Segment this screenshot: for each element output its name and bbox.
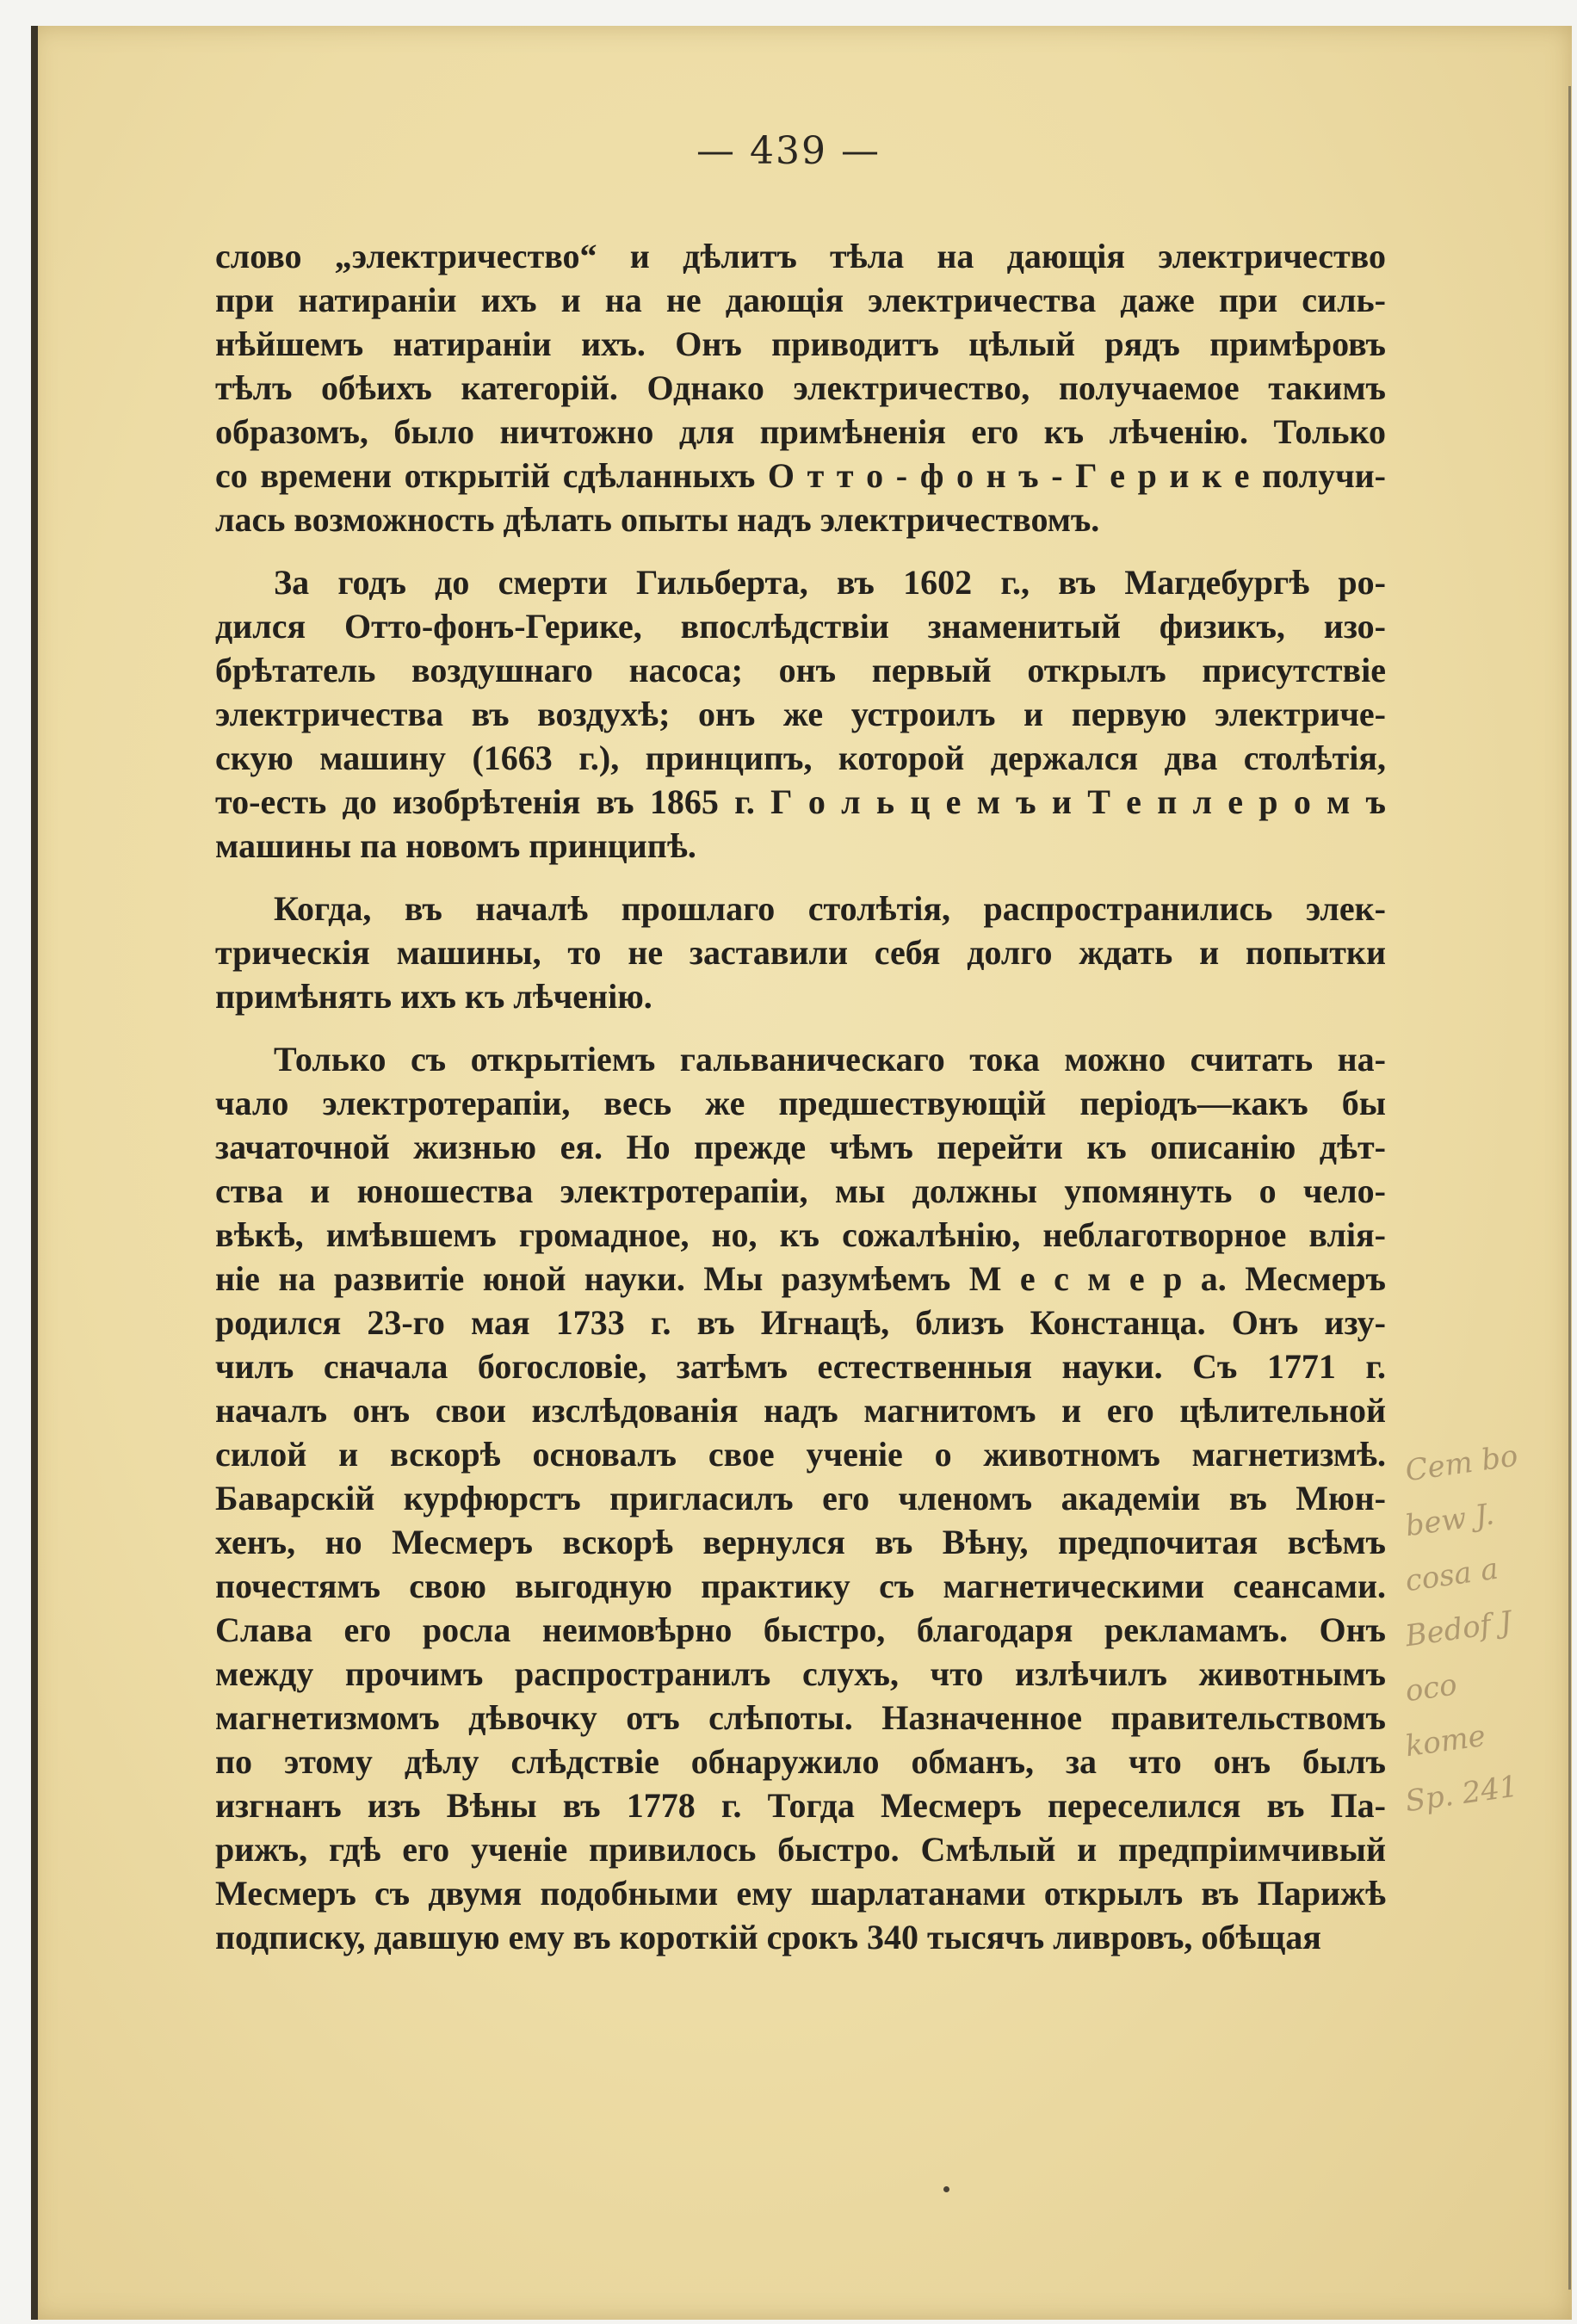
paragraph [215,1037,1386,1959]
text-line: ства и юношества электротерапіи, мы должны упомянуть о чело- [215,1171,1386,1210]
text-line: Только съ открытіемъ гальваническаго тока можно считать на- [274,1040,1386,1079]
text-line: при натираніи ихъ и на не дающія электричества даже при силь- [215,281,1386,319]
paragraph [215,234,1386,541]
text-line: Месмеръ съ двумя подобными ему шарлатанами открылъ въ Парижѣ [215,1874,1386,1913]
page-number: — 439 — [696,129,881,173]
ink-dot [943,2186,949,2192]
margin-note-line: Bedof J [1403,1604,1514,1654]
text-line: скую машину (1663 г.), принципъ, которой держался два столѣтія, [215,739,1386,777]
paragraph-gap [215,541,1386,560]
paragraph [215,887,1386,1018]
margin-note-line: bew J. [1403,1497,1497,1544]
margin-note-line: kome [1403,1718,1488,1765]
text-line: началъ онъ свои изслѣдованія надъ магнитомъ и его цѣлительной [215,1391,1386,1430]
text-line: трическія машины, то не заставили себя долго ждать и попытки [215,933,1386,972]
page-edge-line [1568,86,1571,2290]
text-line: образомъ, было ничтожно для примѣненія его къ лѣченію. Только [215,412,1386,451]
text-line: между прочимъ распространилъ слухъ, что излѣчилъ животнымъ [215,1654,1386,1693]
body-text [215,234,1386,1959]
text-line: хенъ, но Месмеръ вскорѣ вернулся въ Вѣну, предпочитая всѣмъ [215,1523,1386,1561]
text-line: родился 23-го мая 1733 г. въ Игнацѣ, близъ Констанца. Онъ изу- [215,1303,1386,1342]
paragraph [215,560,1386,868]
handwritten-margin-notes [1405,1433,1560,1819]
margin-note-line: cosa a [1403,1551,1500,1599]
text-line: рижъ, гдѣ его ученіе привилось быстро. Смѣлый и предпріимчивый [215,1830,1386,1869]
text-line: лась возможность дѣлать опыты надъ электричествомъ. [215,500,1100,539]
text-line: по этому дѣлу слѣдствіе обнаружило обманъ, за что онъ былъ [215,1742,1386,1781]
text-line: магнетизмомъ дѣвочку отъ слѣпоты. Назначенное правительствомъ [215,1698,1386,1737]
text-line: изгнанъ изъ Вѣны въ 1778 г. Тогда Месмеръ переселился въ Па- [215,1786,1386,1825]
page-binding-edge [31,26,38,2320]
text-line: машины па новомъ принципѣ. [215,826,696,865]
text-line: Слава его росла неимовѣрно быстро, благодаря рекламамъ. Онъ [215,1610,1386,1649]
text-line: За годъ до смерти Гильберта, въ 1602 г., въ Магдебургѣ ро- [274,563,1386,602]
text-line: со времени открытій сдѣланныхъ О т т о - ф о н ъ - Г е р и к е получи- [215,456,1386,495]
text-line: чилъ сначала богословіе, затѣмъ естественныя науки. Съ 1771 г. [215,1347,1386,1386]
text-line: почестямъ свою выгодную практику съ магнетическими сеансами. [215,1567,1386,1605]
text-line: нѣйшемъ натираніи ихъ. Онъ приводитъ цѣлый рядъ примѣровъ [215,324,1386,363]
text-line: вѣкѣ, имѣвшемъ громадное, но, къ сожалѣнію, неблаготворное влія- [215,1215,1386,1254]
margin-note-line: oco [1403,1667,1460,1709]
text-line: то-есть до изобрѣтенія въ 1865 г. Г о л ь ц е м ъ и Т е п л е р о м ъ [215,782,1386,821]
text-line: примѣнять ихъ къ лѣченію. [215,977,652,1016]
text-line: подписку, давшую ему въ короткій срокъ 340 тысячъ ливровъ, обѣщая [215,1918,1321,1956]
text-line: Баварскій курфюрстъ пригласилъ его членомъ академіи въ Мюн- [215,1479,1386,1517]
text-line: электричества въ воздухѣ; онъ же устроилъ и первую электриче- [215,695,1386,733]
text-line: чало электротерапіи, весь же предшествующій періодъ—какъ бы [215,1084,1386,1122]
text-line: дился Отто-фонъ-Герике, впослѣдствіи знаменитый физикъ, изо- [215,607,1386,646]
paragraph-gap [215,868,1386,887]
text-line: брѣтатель воздушнаго насоса; онъ первый открылъ присутствіе [215,651,1386,689]
text-line: силой и вскорѣ основалъ свое ученіе о животномъ магнетизмѣ. [215,1435,1386,1474]
text-line: тѣлъ обѣихъ категорій. Однако электричество, получаемое такимъ [215,368,1386,407]
text-line: Когда, въ началѣ прошлаго столѣтія, распространились элек- [274,889,1386,928]
text-line: слово „электричество“ и дѣлитъ тѣла на дающія электричество [215,237,1386,275]
text-line: ніе на развитіе юной науки. Мы разумѣемъ М е с м е р а. Месмеръ [215,1259,1386,1298]
text-line: зачаточной жизнью ея. Но прежде чѣмъ перейти къ описанію дѣт- [215,1128,1386,1166]
margin-note-line: Sp. 241 [1403,1769,1520,1820]
margin-note-line: Cem bo [1403,1438,1520,1489]
paragraph-gap [215,1018,1386,1037]
